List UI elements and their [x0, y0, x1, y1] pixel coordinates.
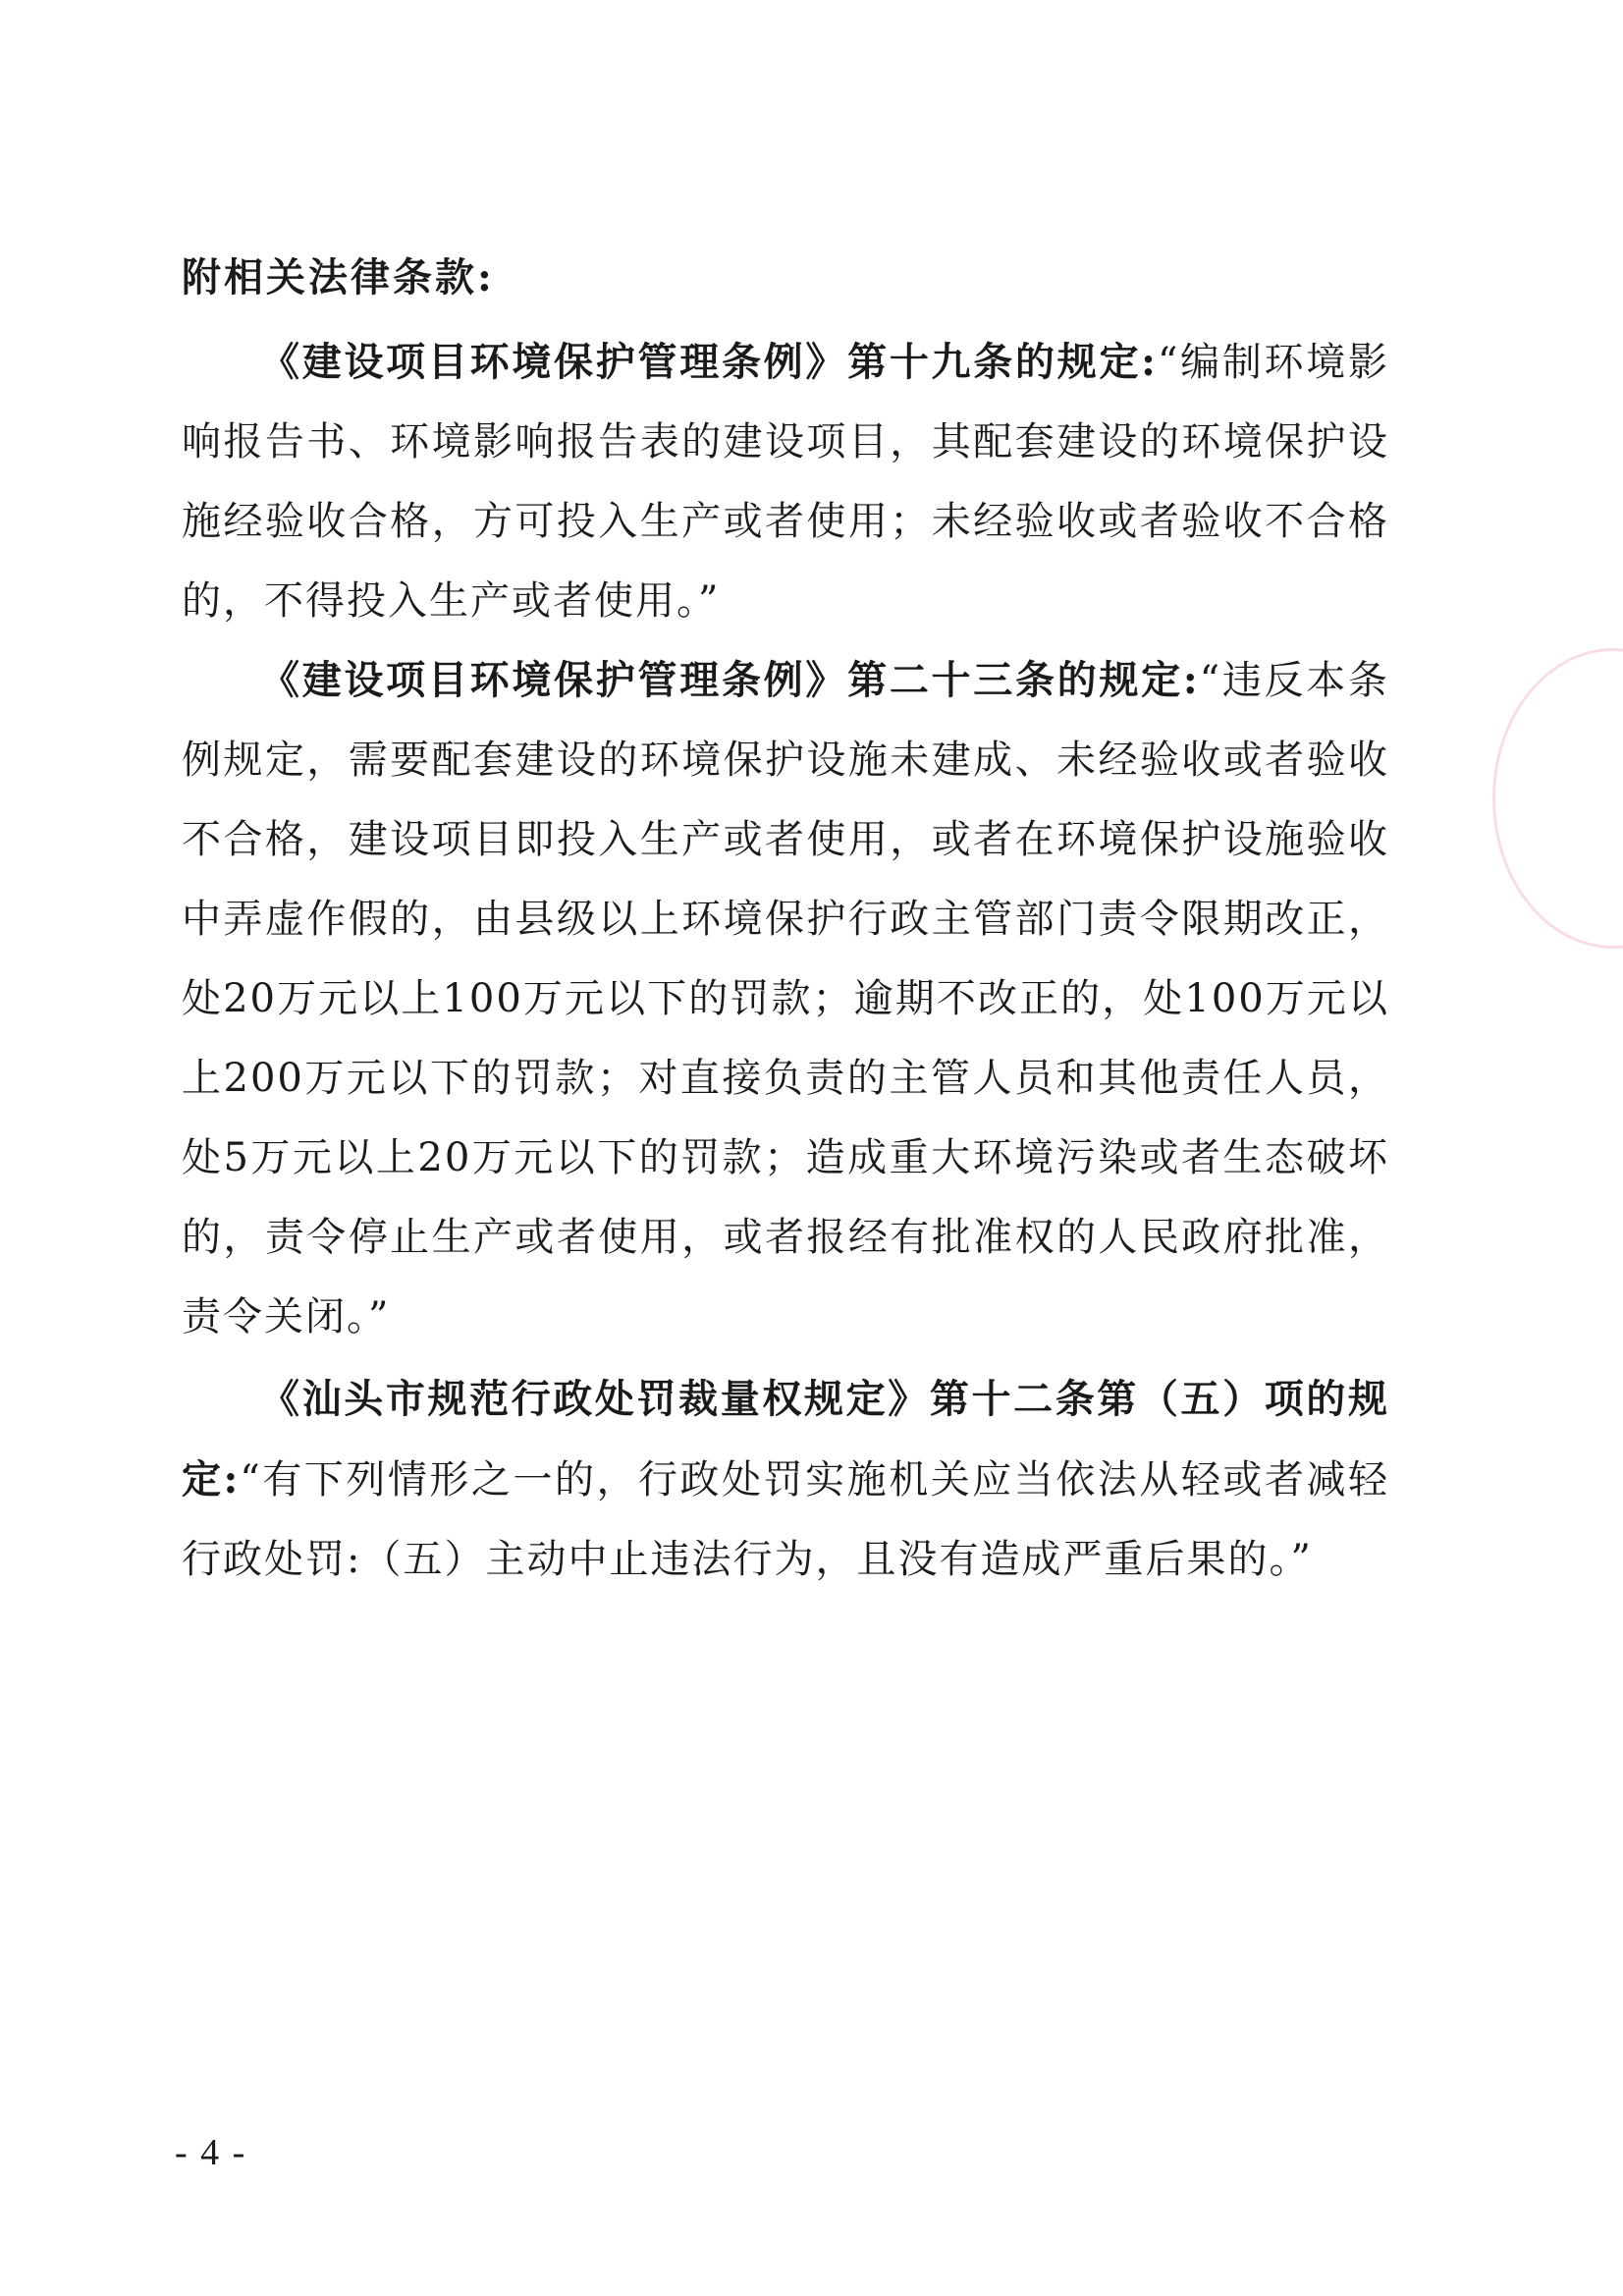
appendix-heading: 附相关法律条款: [182, 254, 495, 301]
clause-3-law-reference: 《汕头市规范行政处罚裁量权规定》第十二条第（五）项的规定: [182, 1376, 1389, 1503]
clause-1-law-reference: 《建设项目环境保护管理条例》第十九条的规定: [260, 339, 1158, 385]
clause-paragraph-3 [182, 1359, 1389, 1600]
clause-paragraph-1 [182, 322, 1389, 641]
clause-3-text: “有下列情形之一的，行政处罚实施机关应当依法从轻或者减轻行政处罚:（五）主动中止违法行为，且没有造成严重后果的。” [182, 1457, 1389, 1582]
clause-2-law-reference: 《建设项目环境保护管理条例》第二十三条的规定: [260, 657, 1200, 703]
red-seal-stamp [1492, 648, 1623, 949]
clause-paragraph-2 [182, 640, 1389, 1357]
clause-1-text: “编制环境影响报告书、环境影响报告表的建设项目，其配套建设的环境保护设施经验收合格，方可投入生产或者使用；未经验收或者验收不合格的，不得投入生产或者使用。” [182, 340, 1389, 624]
page-number: - 4 - [175, 2132, 247, 2173]
clause-2-text: “违反本条例规定，需要配套建设的环境保护设施未建成、未经验收或者验收不合格，建设项目即投入生产或者使用，或者在环境保护设施验收中弄虚作假的，由县级以上环境保护行政主管部门责令限期改正，处20万元以上100万元以下的罚款；逾期不改正的，处100万元以上200万元以下的罚款；对直接负责的主管人员和其他责任人员，处5万元以上20万元以下的罚款；造成重大环境污染或者生态破坏的，责令停止生产或者使用，或者报经有批准权的人民政府批准，责令关闭。” [182, 658, 1390, 1339]
